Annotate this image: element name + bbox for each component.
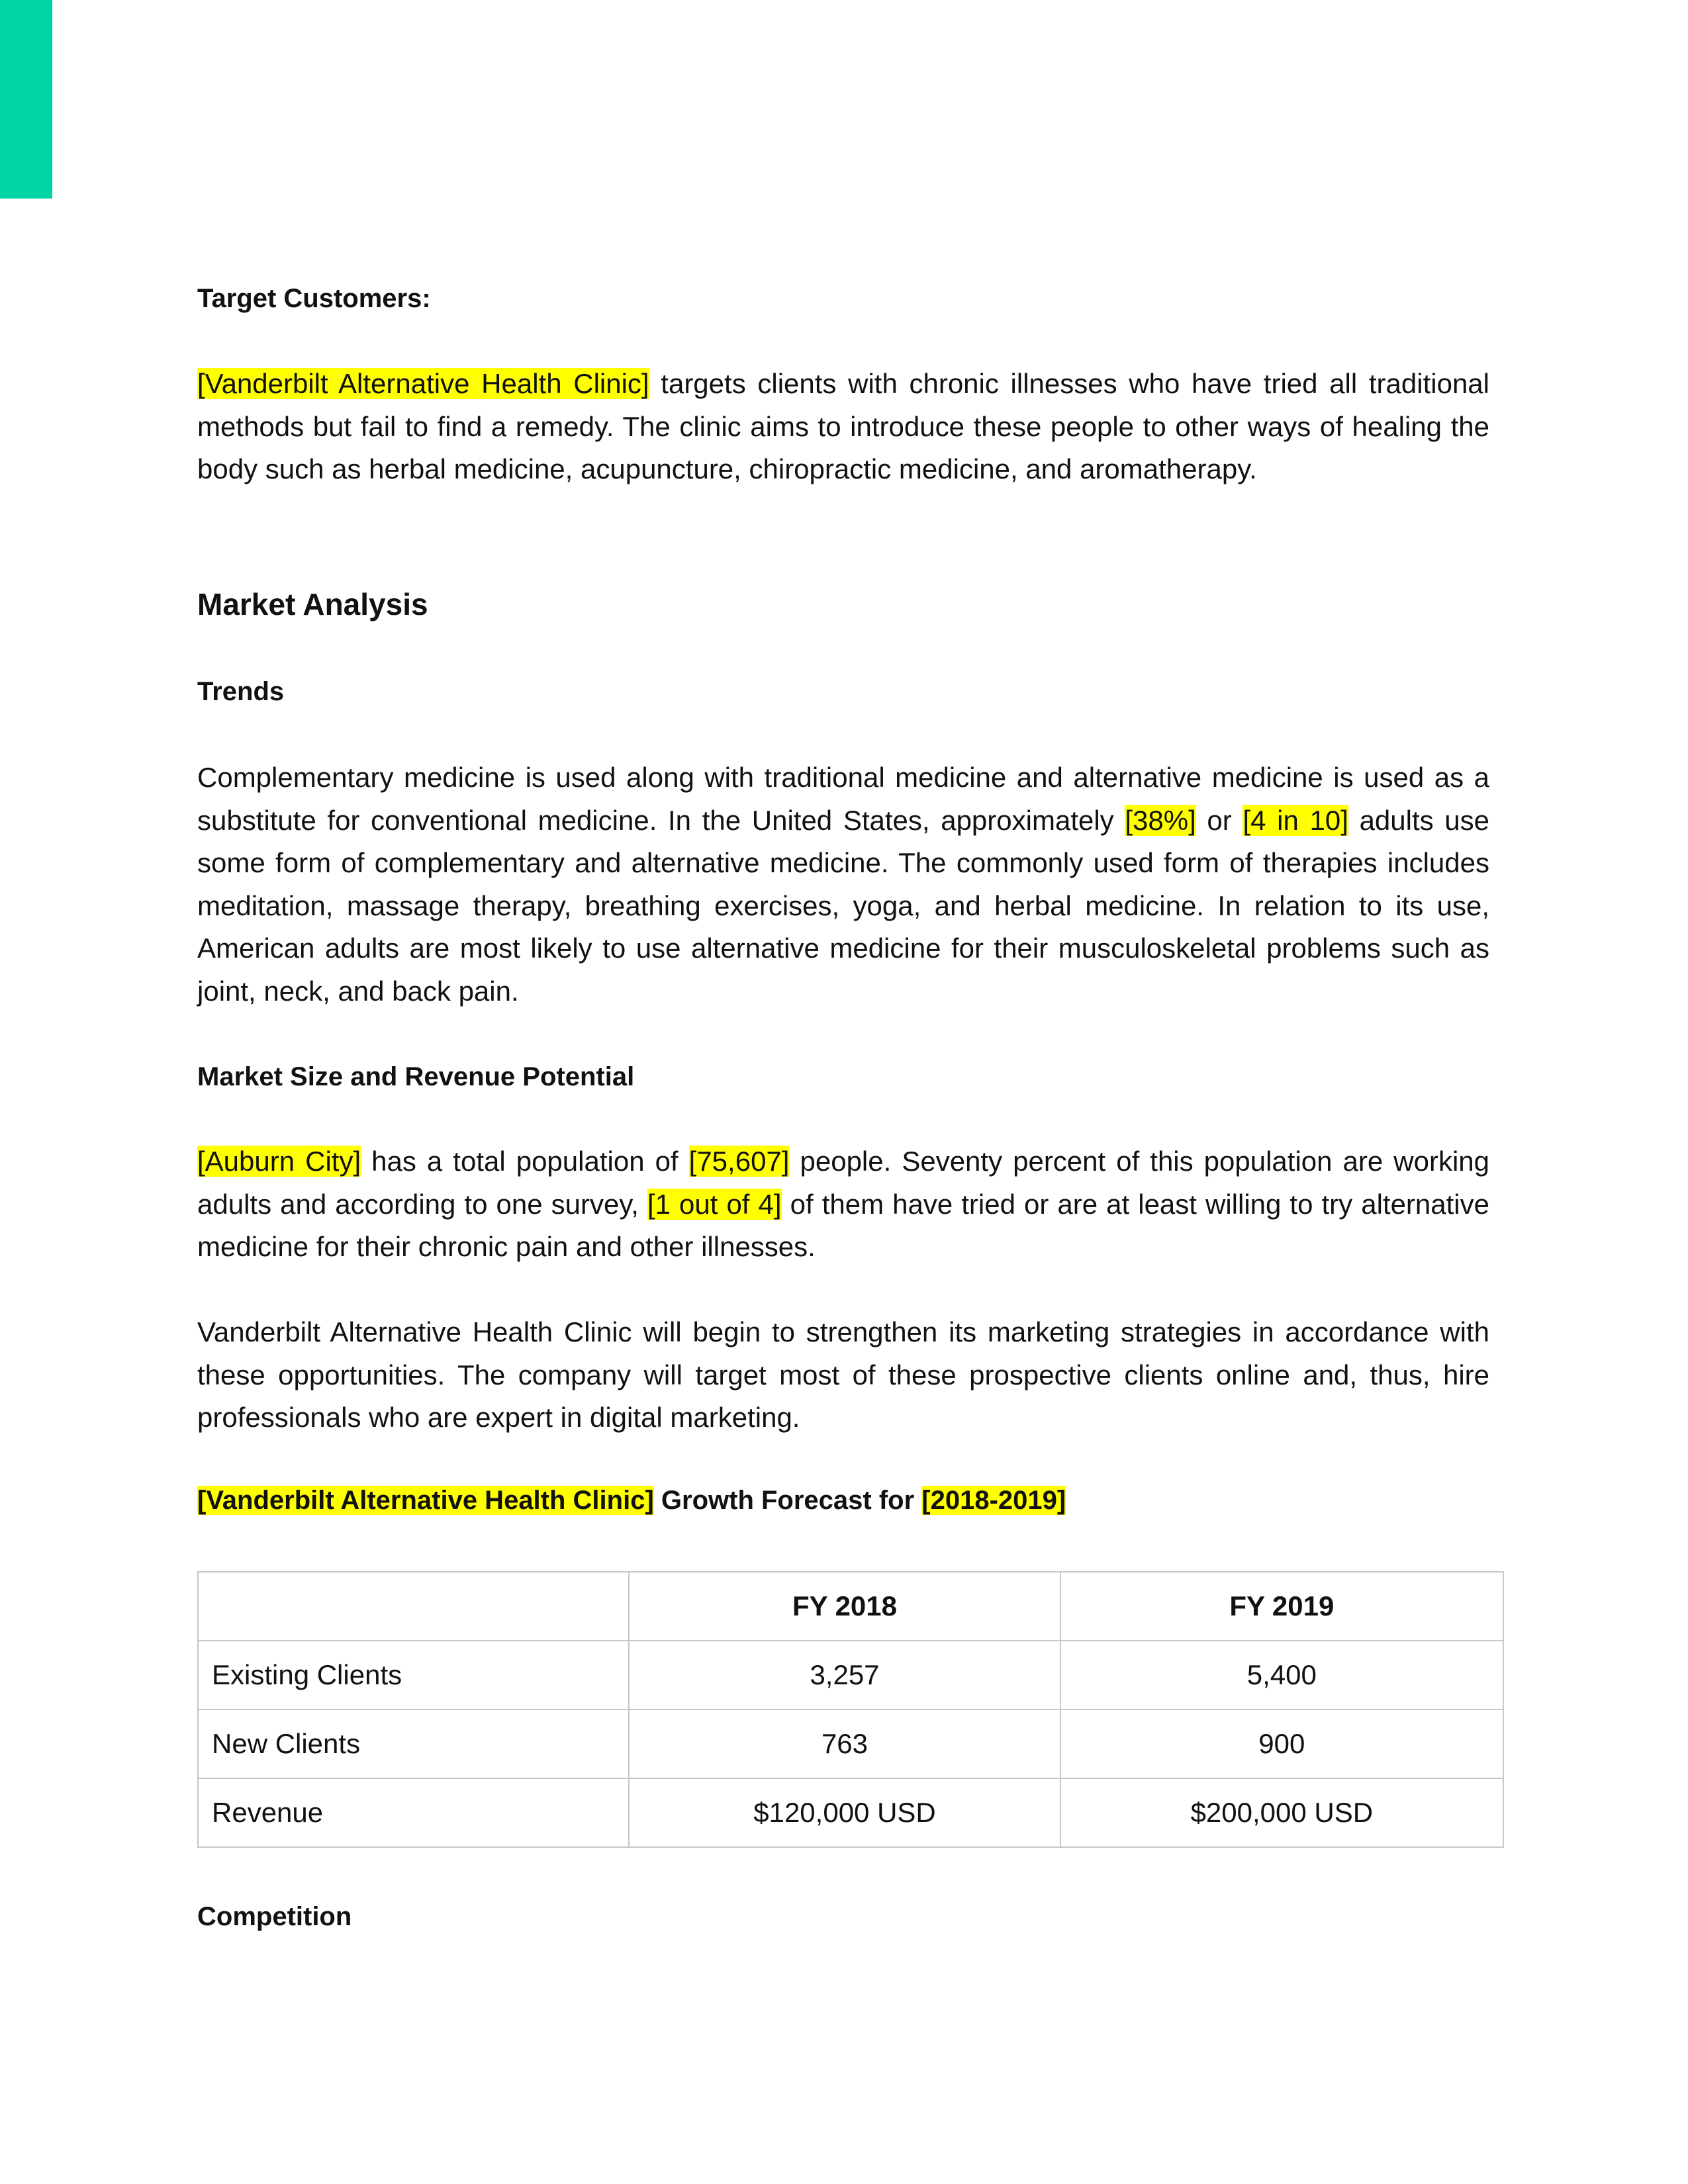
table-cell: $120,000 USD <box>629 1778 1060 1847</box>
clinic-name-placeholder: [Vanderbilt Alternative Health Clinic] <box>197 368 649 399</box>
marketing-strategy-paragraph: Vanderbilt Alternative Health Clinic will begin to strengthen its marketing strategies in accordance with these opportunities. The company will target most of these prospective clients online and, thus, hire professionals who are expert in digital marketing. <box>197 1316 1489 1433</box>
fraction-placeholder: [1 out of 4] <box>647 1188 782 1220</box>
market-size-text-2: people. Seventy percent of this population are working adults and according to one survey, <box>197 1146 1489 1220</box>
table-row-label: Revenue <box>198 1778 629 1847</box>
forecast-clinic-placeholder: [Vanderbilt Alternative Health Clinic] <box>197 1486 654 1515</box>
table-cell: 763 <box>629 1709 1060 1778</box>
market-analysis-heading: Market Analysis <box>197 587 428 621</box>
table-cell: 900 <box>1060 1709 1503 1778</box>
market-size-text-3: of them have tried or are at least willing to try alternative medicine for their chronic pain and other illnesses. <box>197 1188 1489 1262</box>
table-row <box>198 1709 1503 1778</box>
population-placeholder: [75,607] <box>688 1146 790 1177</box>
market-size-text-1: has a total population of <box>371 1146 679 1177</box>
table-row-label: Existing Clients <box>198 1641 629 1709</box>
city-placeholder: [Auburn City] <box>197 1146 361 1177</box>
table-cell: 3,257 <box>629 1641 1060 1709</box>
target-customers-heading: Target Customers: <box>197 284 431 313</box>
competition-heading: Competition <box>197 1902 352 1931</box>
table-row <box>198 1778 1503 1847</box>
table-row-label: New Clients <box>198 1709 629 1778</box>
trends-heading: Trends <box>197 677 285 706</box>
table-header-cell <box>198 1572 629 1641</box>
market-size-heading: Market Size and Revenue Potential <box>197 1062 635 1091</box>
table-header-cell: FY 2019 <box>1060 1572 1503 1641</box>
table-row <box>198 1641 1503 1709</box>
trends-text-3: adults use some form of complementary and alternative medicine. The commonly used form of therapies includes meditation, massage therapy, breathing exercises, yoga, and herbal medicine. In relation to its use, American adults are most likely to use alternative medicine for their musculoskeletal problems such as joint, neck, and back pain. <box>197 804 1490 1007</box>
trends-paragraph <box>197 756 1489 1013</box>
trends-text-2: or <box>1207 804 1232 836</box>
table-header-cell: FY 2018 <box>629 1572 1060 1641</box>
table-cell: 5,400 <box>1060 1641 1503 1709</box>
forecast-title <box>197 1484 1066 1516</box>
market-size-paragraph <box>197 1140 1489 1269</box>
trends-text-1: Complementary medicine is used along with traditional medicine and alternative medicine is used as a substitute for conventional medicine. In the United States, approximately <box>197 762 1489 836</box>
forecast-years-placeholder: [2018-2019] <box>921 1486 1066 1515</box>
forecast-title-mid: Growth Forecast for <box>661 1486 915 1515</box>
accent-bar <box>0 0 52 199</box>
ratio-placeholder: [4 in 10] <box>1243 804 1348 836</box>
target-customers-paragraph <box>197 363 1489 491</box>
percent-placeholder: [38%] <box>1125 804 1196 836</box>
growth-forecast-table <box>197 1571 1504 1848</box>
table-cell: $200,000 USD <box>1060 1778 1503 1847</box>
target-customers-text: targets clients with chronic illnesses who have tried all traditional methods but fail to find a remedy. The clinic aims to introduce these people to other ways of healing the body such as herbal medicine, acupuncture, chiropractic medicine, and aromatherapy. <box>197 368 1490 484</box>
table-header-row <box>198 1572 1503 1641</box>
